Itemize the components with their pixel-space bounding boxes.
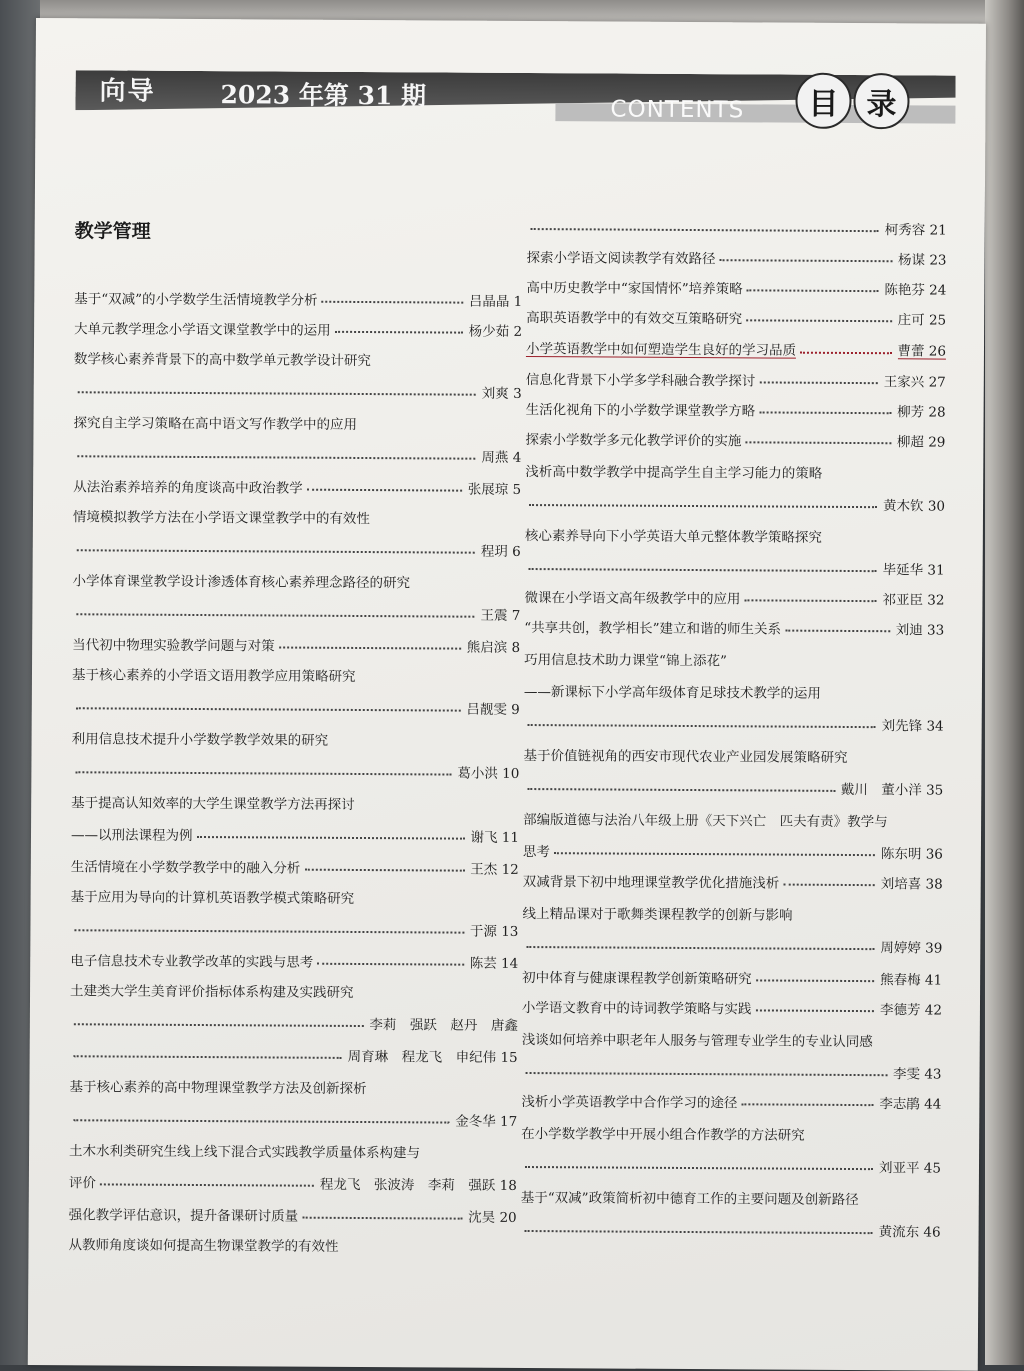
toc-entry-line xyxy=(71,882,519,907)
entry-author-page: 陈芸 14 xyxy=(469,955,519,972)
leader-dots xyxy=(746,319,892,322)
toc-entry[interactable] xyxy=(526,273,946,298)
entry-title: 评价 xyxy=(68,1174,96,1191)
entry-title: 线上精品课对于歌舞类课程教学的创新与影响 xyxy=(522,905,793,924)
leader-dots xyxy=(279,646,461,649)
entry-author-page: 柯秀容 21 xyxy=(884,221,947,239)
section-title: 教学管理 xyxy=(74,220,151,243)
toc-entry-line xyxy=(524,709,944,734)
toc-entry-line xyxy=(521,1119,941,1144)
leader-dots xyxy=(76,707,461,711)
toc-entry[interactable] xyxy=(70,976,519,1065)
entry-author-page: 黄流东 46 xyxy=(878,1223,941,1241)
leader-dots xyxy=(73,1119,449,1123)
toc-entry-line xyxy=(71,756,519,781)
contents-label: CONTENTS xyxy=(610,96,745,124)
entry-title: 小学体育课堂教学设计渗透体育核心素养理念路径的研究 xyxy=(72,572,411,591)
entry-author-page: 黄木钦 30 xyxy=(883,497,946,515)
leader-dots xyxy=(307,489,462,492)
entry-title: 巧用信息技术助力课堂“锦上添花” xyxy=(524,651,727,669)
toc-entry[interactable] xyxy=(521,1119,941,1176)
toc-char-2: 录 xyxy=(853,73,909,129)
toc-entry[interactable] xyxy=(71,852,519,877)
entry-author-page: 熊启滨 8 xyxy=(466,639,521,656)
leader-dots xyxy=(77,549,475,553)
toc-entry-line xyxy=(523,867,943,892)
toc-entry-line xyxy=(69,1072,517,1097)
toc-entry-line xyxy=(524,583,944,608)
entry-author-page: 谢飞 11 xyxy=(470,829,520,846)
leader-dots xyxy=(783,884,875,887)
leader-dots xyxy=(302,1217,462,1220)
toc-entry-line xyxy=(73,534,521,559)
toc-entry[interactable] xyxy=(73,408,521,465)
toc-entry-line xyxy=(72,630,520,655)
entry-title: “共享共创，教学相长”建立和谐的师生关系 xyxy=(524,619,782,638)
toc-entry-line xyxy=(526,335,946,360)
entry-author-page: 杨少茹 2 xyxy=(468,323,523,340)
leader-dots xyxy=(756,979,875,982)
entry-author-page: 柳芳 28 xyxy=(897,403,946,421)
leader-dots xyxy=(74,1055,342,1059)
entry-title: 小学英语教学中如何塑造学生良好的学习品质 xyxy=(525,340,797,359)
toc-entry[interactable] xyxy=(73,502,521,559)
entry-author-page: 刘亚平 45 xyxy=(878,1159,942,1177)
toc-entry-line xyxy=(74,314,522,339)
toc-entry-line xyxy=(73,502,521,527)
entry-title: 利用信息技术提升小学数学教学效果的研究 xyxy=(71,730,329,749)
entry-title: 基于价值链视角的西安市现代农业产业园发展策略研究 xyxy=(523,747,848,766)
entry-title: 信息化背景下小学多学科融合教学探讨 xyxy=(525,371,756,389)
toc-entry[interactable] xyxy=(522,899,942,956)
leader-dots xyxy=(335,331,463,334)
entry-title: 在小学数学教学中开展小组合作教学的方法研究 xyxy=(521,1125,805,1144)
entry-author-page: 李莉 强跃 赵丹 唐鑫 xyxy=(369,1016,518,1034)
entry-title: 强化教学评估意识，提升备课研讨质量 xyxy=(68,1206,299,1225)
entry-title: 基于核心素养的小学语文语用教学应用策略研究 xyxy=(71,666,356,685)
entry-author-page: 程玥 6 xyxy=(480,543,521,560)
toc-entry[interactable] xyxy=(521,1183,941,1240)
toc-entry-line xyxy=(525,489,945,514)
leader-dots xyxy=(74,929,464,933)
toc-entry-line xyxy=(521,1087,941,1112)
toc-entry[interactable] xyxy=(68,1230,516,1255)
toc-entry[interactable] xyxy=(72,660,520,717)
entry-title: 双减背景下初中地理课堂教学优化措施浅析 xyxy=(522,873,780,892)
toc-entry-line xyxy=(525,553,945,578)
toc-entry-line xyxy=(522,899,942,924)
toc-entry-line xyxy=(72,692,520,717)
entry-title: 从法治素养培养的角度谈高中政治教学 xyxy=(73,478,303,497)
leader-dots xyxy=(759,381,878,384)
entry-author-page: 陈东明 36 xyxy=(880,845,943,863)
entry-title: 基于应用为导向的计算机英语教学模式策略研究 xyxy=(70,888,355,907)
entry-author-page: 柳超 29 xyxy=(896,433,946,451)
magazine-page xyxy=(28,18,986,1371)
entry-title: ——新课标下小学高年级体育足球技术教学的运用 xyxy=(523,683,821,702)
toc-badge xyxy=(795,73,909,130)
toc-entry-line xyxy=(70,914,518,939)
toc-entry-line xyxy=(527,213,947,238)
leader-dots xyxy=(741,1103,873,1106)
toc-entry-line xyxy=(73,408,521,433)
entry-author-page: 戴川 董小洋 35 xyxy=(840,781,944,799)
toc-entry-line xyxy=(526,273,946,298)
toc-entry-line xyxy=(523,773,943,798)
toc-entry[interactable] xyxy=(522,963,942,988)
leader-dots xyxy=(528,724,876,728)
toc-entry[interactable] xyxy=(525,425,945,450)
entry-author-page: 熊春梅 41 xyxy=(880,971,943,989)
toc-entry[interactable] xyxy=(524,583,944,608)
entry-author-page: 吕晶晶 1 xyxy=(468,293,523,310)
leader-dots xyxy=(322,301,463,304)
toc-entry-line xyxy=(70,976,518,1001)
entry-author-page: 周燕 4 xyxy=(481,449,522,466)
toc-entry-line xyxy=(525,425,945,450)
entry-author-page: 陈艳芬 24 xyxy=(884,281,947,299)
entry-author-page: 于源 13 xyxy=(469,923,519,940)
toc-entry-line xyxy=(526,395,946,420)
entry-author-page: 刘爽 3 xyxy=(481,385,522,402)
toc-entry-line xyxy=(71,820,519,845)
entry-title: 核心素养导向下小学英语大单元整体教学策略探究 xyxy=(524,527,822,546)
entry-title: 大单元教学理念小学语文课堂教学中的运用 xyxy=(74,320,331,339)
toc-entry[interactable] xyxy=(527,213,947,238)
leader-dots xyxy=(529,568,877,572)
leader-dots xyxy=(755,1009,874,1012)
leader-dots xyxy=(74,1023,364,1027)
toc-entry-line xyxy=(71,852,519,877)
entry-title: 浅析小学英语教学中合作学习的途径 xyxy=(521,1093,738,1111)
toc-char-1: 目 xyxy=(795,73,851,129)
toc-entry-line xyxy=(522,1057,942,1082)
toc-entry-line xyxy=(73,472,521,497)
toc-entry[interactable] xyxy=(521,1087,941,1112)
toc-entry[interactable] xyxy=(526,335,946,360)
toc-entry[interactable] xyxy=(74,284,522,309)
entry-author-page: 吕靓雯 9 xyxy=(466,701,520,718)
magazine-name: 向导 xyxy=(99,76,156,107)
leader-dots xyxy=(77,455,475,459)
toc-entry-line xyxy=(523,837,943,862)
entry-title: 情境模拟教学方法在小学语文课堂教学中的有效性 xyxy=(72,508,370,527)
entry-author-page: 周婷婷 39 xyxy=(880,939,943,957)
toc-entry-line xyxy=(73,440,521,465)
toc-entry[interactable] xyxy=(525,457,945,514)
toc-entry-line xyxy=(524,677,944,702)
toc-entry-line xyxy=(72,598,520,623)
leader-dots xyxy=(527,788,835,792)
toc-entry[interactable] xyxy=(526,395,946,420)
toc-entry-line xyxy=(70,1008,518,1033)
leader-dots xyxy=(554,852,875,856)
leader-dots xyxy=(100,1183,314,1186)
toc-entry-line xyxy=(524,645,944,670)
entry-title: 探究自主学习策略在高中语文写作教学中的应用 xyxy=(73,414,358,433)
leader-dots xyxy=(304,869,464,872)
toc-entry[interactable] xyxy=(72,566,520,623)
toc-entry-line xyxy=(522,1025,942,1050)
entry-title: 基于“双减”的小学数学生活情境教学分析 xyxy=(74,290,318,309)
leader-dots xyxy=(196,836,464,840)
toc-entry-line xyxy=(69,1168,517,1193)
toc-entry[interactable] xyxy=(525,521,945,578)
toc-entry[interactable] xyxy=(69,1200,517,1225)
toc-entry-line xyxy=(522,931,942,956)
background-right xyxy=(985,0,1024,1365)
entry-author-page: 李德芳 42 xyxy=(879,1001,943,1019)
toc-entry-line xyxy=(74,284,522,309)
toc-entry-line xyxy=(69,1104,517,1129)
entry-title: 小学语文教育中的诗词教学策略与实践 xyxy=(521,999,752,1017)
toc-entry[interactable] xyxy=(522,993,942,1018)
entry-title: 生活情境在小学数学教学中的融入分析 xyxy=(70,858,301,877)
toc-entry-line xyxy=(72,660,520,685)
toc-entry-line xyxy=(527,243,947,268)
toc-entry-line xyxy=(525,457,945,482)
toc-entry-line xyxy=(74,376,522,401)
leader-dots xyxy=(78,391,476,395)
entry-title: 探索小学语文阅读教学有效路径 xyxy=(526,249,716,267)
toc-entry-line xyxy=(69,1136,517,1161)
entry-author-page: 周育琳 程龙飞 申纪伟 15 xyxy=(347,1048,518,1066)
toc-entry[interactable] xyxy=(523,741,943,798)
leader-dots xyxy=(75,771,451,775)
entry-title: 初中体育与健康课程教学创新策略研究 xyxy=(522,969,752,987)
toc-entry[interactable] xyxy=(74,344,522,401)
toc-entry-line xyxy=(68,1230,516,1255)
toc-entry-line xyxy=(521,1151,941,1176)
entry-title: 数学核心素养背景下的高中数学单元教学设计研究 xyxy=(73,350,371,369)
toc-entry-line xyxy=(71,788,519,813)
entry-title: 微课在小学语文高年级教学中的应用 xyxy=(524,589,741,607)
toc-entry[interactable] xyxy=(524,613,944,638)
toc-entry-line xyxy=(526,365,946,390)
entry-title: 土木水利类研究生线上线下混合式实践教学质量体系构建与 xyxy=(69,1142,421,1161)
issue-label: 2023 年第 31 期 xyxy=(220,80,427,111)
toc-entry-line xyxy=(521,1215,941,1240)
entry-title: 高职英语教学中的有效交互策略研究 xyxy=(526,309,743,327)
entry-title: 土建类大学生美育评价指标体系构建及实践研究 xyxy=(70,982,354,1001)
leader-dots xyxy=(720,259,893,262)
toc-entry[interactable] xyxy=(70,882,518,939)
entry-author-page: 王震 7 xyxy=(480,607,521,624)
toc-entry[interactable] xyxy=(71,788,519,845)
toc-entry[interactable] xyxy=(523,867,943,892)
toc-entry-line xyxy=(69,1200,517,1225)
entry-title: 生活化视角下的小学数学课堂教学方略 xyxy=(525,401,756,419)
leader-dots xyxy=(526,1072,888,1076)
entry-author-page: 李雯 43 xyxy=(893,1065,942,1083)
leader-dots xyxy=(531,228,879,232)
entry-author-page: 张展琼 5 xyxy=(467,481,522,498)
toc-entry-line xyxy=(73,566,521,591)
entry-title: 从教师角度谈如何提高生物课堂教学的有效性 xyxy=(68,1236,339,1255)
toc-entry[interactable] xyxy=(524,645,945,734)
toc-entry[interactable] xyxy=(70,946,518,971)
entry-author-page: 王家兴 27 xyxy=(883,373,946,391)
entry-author-page: 王杰 12 xyxy=(470,861,519,878)
entry-author-page: 刘迪 33 xyxy=(895,621,945,639)
toc-entry-line xyxy=(526,303,946,328)
toc-column-left xyxy=(68,284,522,1255)
toc-entry[interactable] xyxy=(69,1072,517,1129)
toc-entry[interactable] xyxy=(69,1136,517,1193)
toc-entry-line xyxy=(523,741,943,766)
entry-title: 高中历史教学中“家国情怀”培养策略 xyxy=(526,279,743,297)
entry-title: 基于核心素养的高中物理课堂教学方法及创新探析 xyxy=(69,1078,367,1097)
toc-entry-line xyxy=(70,946,518,971)
entry-title: 思考 xyxy=(522,843,550,860)
entry-author-page: 沈昊 20 xyxy=(468,1209,517,1226)
toc-entry[interactable] xyxy=(523,805,943,862)
leader-dots xyxy=(747,289,879,292)
entry-title: 基于提高认知效率的大学生课堂教学方法再探讨 xyxy=(71,794,355,813)
toc-entry-line xyxy=(70,1040,518,1065)
entry-title: ——以刑法课程为例 xyxy=(70,826,193,844)
entry-author-page: 杨谋 23 xyxy=(898,251,947,269)
entry-author-page: 葛小洪 10 xyxy=(457,765,520,782)
entry-author-page: 李志鹃 44 xyxy=(879,1095,942,1113)
entry-author-page: 曹蕾 26 xyxy=(897,342,947,360)
entry-author-page: 毕延华 31 xyxy=(882,561,945,579)
toc-entry-line xyxy=(72,724,520,749)
toc-entry[interactable] xyxy=(522,1025,942,1082)
entry-author-page: 祁亚臣 32 xyxy=(882,591,945,609)
leader-dots xyxy=(526,946,874,950)
toc-entry[interactable] xyxy=(526,365,946,390)
leader-dots xyxy=(76,613,474,617)
entry-author-page: 金冬华 17 xyxy=(455,1113,518,1130)
leader-dots xyxy=(317,963,464,966)
toc-entry-line xyxy=(522,993,942,1018)
leader-dots xyxy=(525,1230,873,1234)
entry-author-page: 刘先锋 34 xyxy=(881,717,944,735)
toc-column-right xyxy=(521,213,947,1240)
toc-entry[interactable] xyxy=(73,472,521,497)
toc-entry[interactable] xyxy=(72,630,520,655)
leader-dots xyxy=(525,1166,873,1170)
leader-dots xyxy=(785,630,890,633)
toc-entry[interactable] xyxy=(526,303,946,328)
toc-entry-line xyxy=(524,613,944,638)
entry-title: 部编版道德与法治八年级上册《天下兴亡 匹夫有责》教学与 xyxy=(523,811,888,830)
entry-title: 浅析高中数学教学中提高学生自主学习能力的策略 xyxy=(525,463,823,482)
toc-entry-line xyxy=(74,344,522,369)
leader-dots xyxy=(800,352,892,355)
entry-title: 浅谈如何培养中职老年人服务与管理专业学生的专业认同感 xyxy=(521,1031,873,1050)
entry-author-page: 刘培喜 38 xyxy=(880,875,943,893)
entry-author-page: 程龙飞 张波涛 李莉 强跃 18 xyxy=(319,1176,517,1194)
entry-title: 基于“双减”政策简析初中德育工作的主要问题及创新路径 xyxy=(520,1189,859,1208)
toc-entry[interactable] xyxy=(71,724,519,781)
toc-entry-line xyxy=(525,521,945,546)
leader-dots xyxy=(745,441,891,444)
leader-dots xyxy=(529,504,877,508)
leader-dots xyxy=(759,411,891,414)
entry-title: 当代初中物理实验教学问题与对策 xyxy=(72,636,275,654)
toc-entry-line xyxy=(521,1183,941,1208)
entry-title: 探索小学数学多元化教学评价的实施 xyxy=(525,431,742,449)
leader-dots xyxy=(744,599,876,602)
entry-author-page: 庄可 25 xyxy=(897,311,947,329)
toc-entry[interactable] xyxy=(74,314,522,339)
entry-title: 电子信息技术专业教学改革的实践与思考 xyxy=(70,952,314,971)
toc-entry-line xyxy=(522,963,942,988)
toc-entry-line xyxy=(523,805,943,830)
toc-entry[interactable] xyxy=(527,243,947,268)
